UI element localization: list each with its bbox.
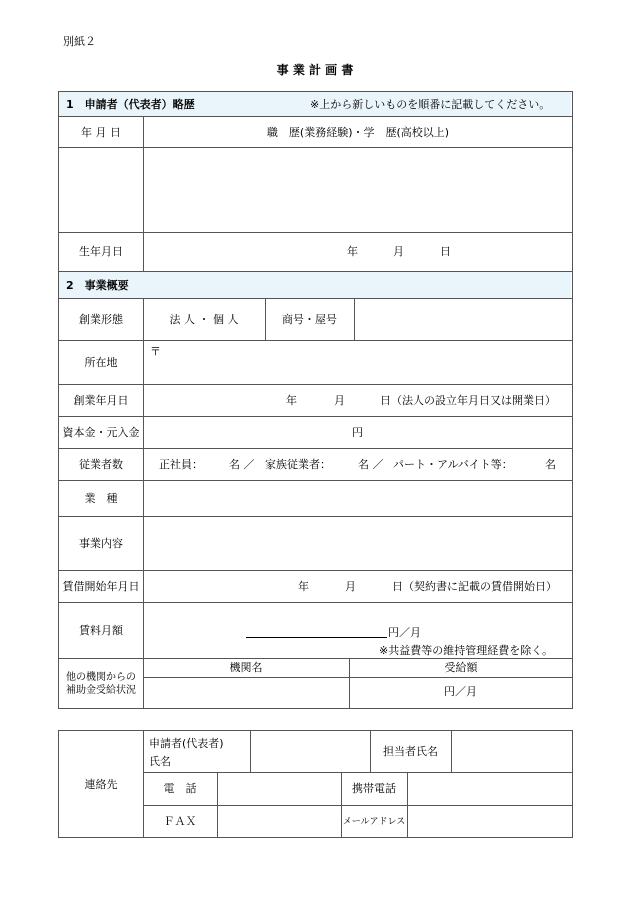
founded-day-note: 日（法人の設立年月日又は開業日） xyxy=(380,394,556,407)
capital-unit: 円 xyxy=(352,426,363,439)
person-in-charge-field[interactable] xyxy=(452,731,572,772)
family-staff-unit: 名 ／ xyxy=(358,458,384,471)
form-label: 創業形態 xyxy=(79,313,123,326)
amount-column-header: 受給額 xyxy=(444,661,478,674)
applicant-label-line2: 氏名 xyxy=(149,755,171,768)
amount-unit: 円／月 xyxy=(444,685,477,698)
section1-note: ※上から新しいものを順番に記載してください。 xyxy=(310,98,551,111)
history-entry-area[interactable] xyxy=(144,148,572,232)
rent-unit: 円／月 xyxy=(388,626,421,639)
part-time-unit: 名 xyxy=(545,458,556,471)
regular-staff-label: 正社員： xyxy=(159,458,203,471)
annex-label: 別紙２ xyxy=(63,35,96,48)
mobile-field[interactable] xyxy=(408,773,572,805)
employees-label: 従業者数 xyxy=(79,458,123,471)
org-column-header: 機関名 xyxy=(229,661,263,674)
industry-label: 業 種 xyxy=(84,492,118,505)
founded-month-unit: 月 xyxy=(334,394,345,407)
form-value[interactable]: 法 人 ・ 個 人 xyxy=(169,313,239,326)
page-title: 事 業 計 画 書 xyxy=(276,63,354,77)
capital-label: 資本金・元入金 xyxy=(62,426,140,439)
rent-note: ※共益費等の維持管理経費を除く。 xyxy=(379,644,553,657)
section1-heading: 1 申請者（代表者）略歴 xyxy=(66,98,195,111)
business-field[interactable] xyxy=(144,517,572,570)
lease-month-unit: 月 xyxy=(345,580,356,593)
rent-input-line[interactable] xyxy=(246,637,387,638)
subsidy-label-line1: 他の機関からの xyxy=(66,672,136,683)
mobile-label: 携帯電話 xyxy=(352,782,396,795)
col-history-header: 職 歴(業務経験)・学 歴(高校以上) xyxy=(266,126,450,139)
birth-year-unit: 年 xyxy=(347,245,358,258)
address-label: 所在地 xyxy=(84,356,118,369)
fax-label: ＦＡＸ xyxy=(163,815,197,828)
section2-heading: 2 事業概要 xyxy=(66,279,129,292)
applicant-name-field[interactable] xyxy=(251,731,370,772)
birth-month-unit: 月 xyxy=(393,245,404,258)
email-label: メールアドレス xyxy=(342,817,406,827)
birth-day-unit: 日 xyxy=(440,245,451,258)
lease-year-unit: 年 xyxy=(298,580,309,593)
birthdate-label: 生年月日 xyxy=(79,245,123,258)
phone-field[interactable] xyxy=(218,773,341,805)
family-staff-label: 家族従業者： xyxy=(265,458,331,471)
part-time-label: パート・アルバイト等： xyxy=(393,458,513,471)
trade-name-label: 商号・屋号 xyxy=(282,313,337,326)
lease-day-note: 日（契約書に記載の賃借開始日） xyxy=(392,580,557,593)
lease-start-label: 賃借開始年月日 xyxy=(62,580,140,593)
postal-mark: 〒 xyxy=(150,345,161,358)
col-date-header: 年 月 日 xyxy=(81,126,121,139)
trade-name-field[interactable] xyxy=(355,299,572,340)
founded-year-unit: 年 xyxy=(286,394,297,407)
applicant-label-line1: 申請者(代表者) xyxy=(149,737,224,750)
subsidy-label-line2: 補助金受給状況 xyxy=(66,685,136,696)
fax-field[interactable] xyxy=(218,806,341,838)
contact-label: 連絡先 xyxy=(84,778,118,791)
industry-field[interactable] xyxy=(144,481,572,516)
business-label: 事業内容 xyxy=(79,537,123,550)
rent-label: 賃料月額 xyxy=(79,624,123,637)
regular-staff-unit: 名 ／ xyxy=(229,458,255,471)
phone-label: 電 話 xyxy=(163,782,197,795)
person-in-charge-label: 担当者氏名 xyxy=(383,745,438,758)
founded-label: 創業年月日 xyxy=(73,394,129,407)
email-field[interactable] xyxy=(408,806,572,838)
